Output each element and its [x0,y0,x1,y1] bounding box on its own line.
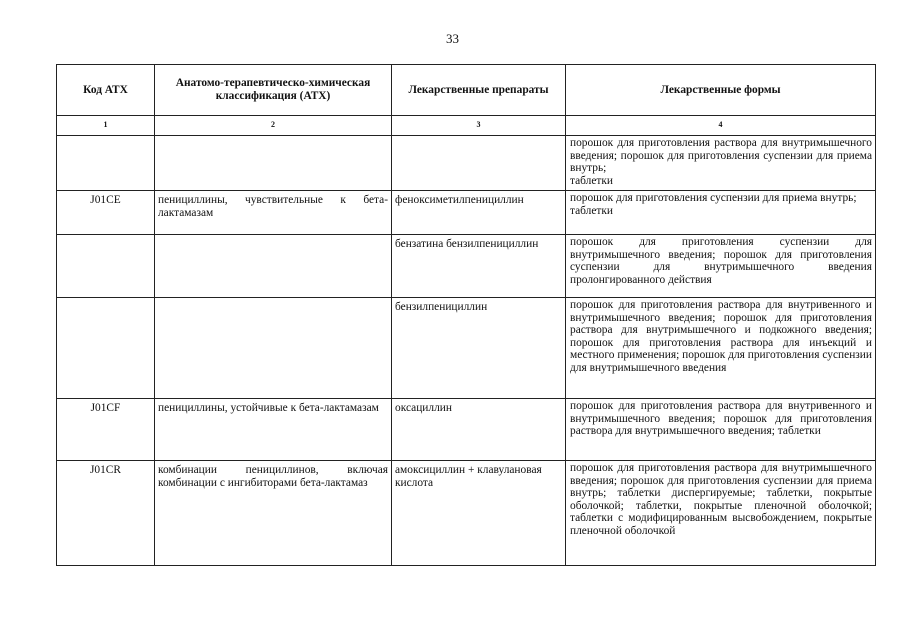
forms-cell [566,298,876,399]
forms-cell [566,191,876,235]
drug-cell: оксациллин [392,399,566,461]
drug-cell: амоксициллин + клавулановая кислота [392,461,566,566]
table-row [57,235,876,298]
atc-code-cell [57,235,155,298]
table-row [57,461,876,566]
forms-text: таблетки [570,174,614,187]
header-drugs: Лекарственные препараты [392,65,566,116]
classification-cell [155,235,392,298]
classification-cell: пенициллины, устойчивые к бета-лактамазам [155,399,392,461]
atc-code-cell: J01CF [57,399,155,461]
drug-cell [392,136,566,191]
forms-cell [566,461,876,566]
drug-cell: феноксиметилпенициллин [392,191,566,235]
forms-text: порошок для приготовления раствора для внутривенного и внутримышечного введения; порошок для приготовления раствора для внутримышечного и подкожного введения; порошок для приготовления раствора для инъекций и местного применения; порошок для приготовления суспензии для внутримышечного введения [570,299,872,374]
column-number: 2 [155,116,392,136]
forms-cell [566,235,876,298]
header-forms: Лекарственные формы [566,65,876,116]
forms-cell [566,136,876,191]
forms-text: порошок для приготовления раствора для внутримышечного введения; порошок для приготовления суспензии для приема внутрь; таблетки диспергируемые; таблетки, покрытые оболочкой; таблетки, покрытые пленочной оболочкой; таблетки с модифицированным высвобождением, покрытые пленочной оболочкой [570,462,872,537]
atc-code-cell [57,298,155,399]
classification-cell: комбинации пенициллинов, включая комбинации с ингибиторами бета-лактамаз [155,461,392,566]
header-classification: Анатомо-терапевтическо-химическая классификация (АТХ) [155,65,392,116]
forms-text: порошок для приготовления раствора для внутримышечного введения; порошок для приготовления суспензии для приема внутрь; [570,137,872,175]
classification-cell: пенициллины, чувствительные к бета-лактамазам [155,191,392,235]
column-number: 1 [57,116,155,136]
atc-code-cell: J01CE [57,191,155,235]
column-number: 3 [392,116,566,136]
table-row [57,136,876,191]
atc-code-cell [57,136,155,191]
table-row [57,399,876,461]
forms-cell [566,399,876,461]
table-header-row [57,65,876,116]
column-number-row [57,116,876,136]
column-number: 4 [566,116,876,136]
table-row [57,191,876,235]
header-code: Код АТХ [57,65,155,116]
forms-text: таблетки [570,204,614,217]
forms-text: порошок для приготовления суспензии для внутримышечного введения; порошок для приготовления суспензии для внутримышечного введения пролонгированного действия [570,236,872,286]
table-row [57,298,876,399]
forms-text: порошок для приготовления суспензии для приема внутрь; [570,192,857,204]
drug-cell: бензатина бензилпенициллин [392,235,566,298]
classification-cell [155,136,392,191]
atc-code-cell: J01CR [57,461,155,566]
page-number: 33 [446,31,459,46]
forms-text: порошок для приготовления раствора для внутривенного и внутримышечного введения; порошок для приготовления раствора для внутримышечного введения; таблетки [570,400,872,438]
drug-cell: бензилпенициллин [392,298,566,399]
classification-cell [155,298,392,399]
atc-drug-table [56,64,876,566]
